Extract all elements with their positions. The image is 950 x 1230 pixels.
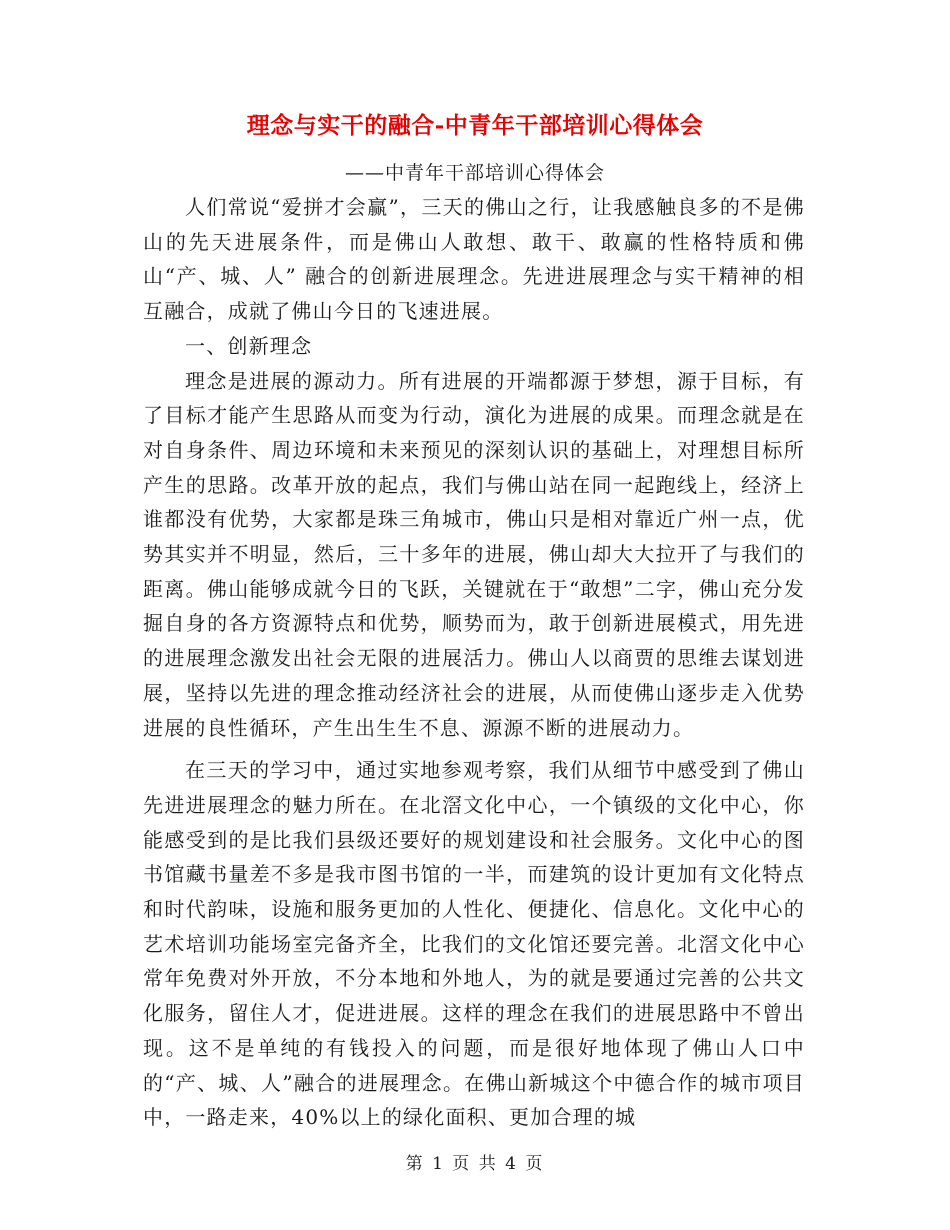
- document-subtitle: ——中青年干部培训心得体会: [344, 162, 605, 184]
- paragraph-gap: [143, 745, 805, 753]
- section-heading: 一、创新理念: [185, 333, 313, 358]
- intro-paragraph: 人们常说“爱拼才会赢”，三天的佛山之行，让我感触良多的不是佛山的先天进展条件，而是佛山人敢想、敢干、敢赢的性格特质和佛山“产、城、人” 融合的创新进展理念。先进进展理念与实干精神的相互融合，成就了佛山今日的飞速进展。: [143, 195, 805, 324]
- body-paragraph: 理念是进展的源动力。所有进展的开端都源于梦想，源于目标，有了目标才能产生思路从而变为行动，演化为进展的成果。而理念就是在对自身条件、周边环境和未来预见的深刻认识的基础上，对理想目标所产生的思路。改革开放的起点，我们与佛山站在同一起跑线上，经济上谁都没有优势，大家都是珠三角城市，佛山只是相对靠近广州一点，优势其实并不明显，然后，三十多年的进展，佛山却大大拉开了与我们的距离。佛山能够成就今日的飞跃，关键就在于“敢想”二字，佛山充分发掘自身的各方资源特点和优势，顺势而为，敢于创新进展模式，用先进的进展理念激发出社会无限的进展活力。佛山人以商贾的思维去谋划进展，坚持以先进的理念推动经济社会的进展，从而使佛山逐步走入优势进展的良性循环，产生出生生不息、源源不断的进展动力。: [143, 368, 805, 740]
- document-body: [143, 190, 805, 1135]
- document-title: 理念与实干的融合-中青年干部培训心得体会: [246, 112, 704, 139]
- body-paragraph: 在三天的学习中，通过实地参观考察，我们从细节中感受到了佛山先进进展理念的魅力所在。在北滘文化中心，一个镇级的文化中心，你能感受到的是比我们县级还要好的规划建设和社会服务。文化中心的图书馆藏书量差不多是我市图书馆的一半，而建筑的设计更加有文化特点和时代韵味，设施和服务更加的人性化、便捷化、信息化。文化中心的艺术培训功能场室完备齐全，比我们的文化馆还要完善。北滘文化中心常年免费对外开放，不分本地和外地人，为的就是要通过完善的公共文化服务，留住人才，促进进展。这样的理念在我们的进展思路中不曾出现。这不是单纯的有钱投入的问题，而是很好地体现了佛山人口中的“产、城、人”融合的进展理念。在佛山新城这个中德合作的城市项目中，一路走来，40%以上的绿化面积、更加合理的城: [143, 758, 805, 1130]
- page-footer: 第 1 页 共 4 页: [405, 1154, 545, 1174]
